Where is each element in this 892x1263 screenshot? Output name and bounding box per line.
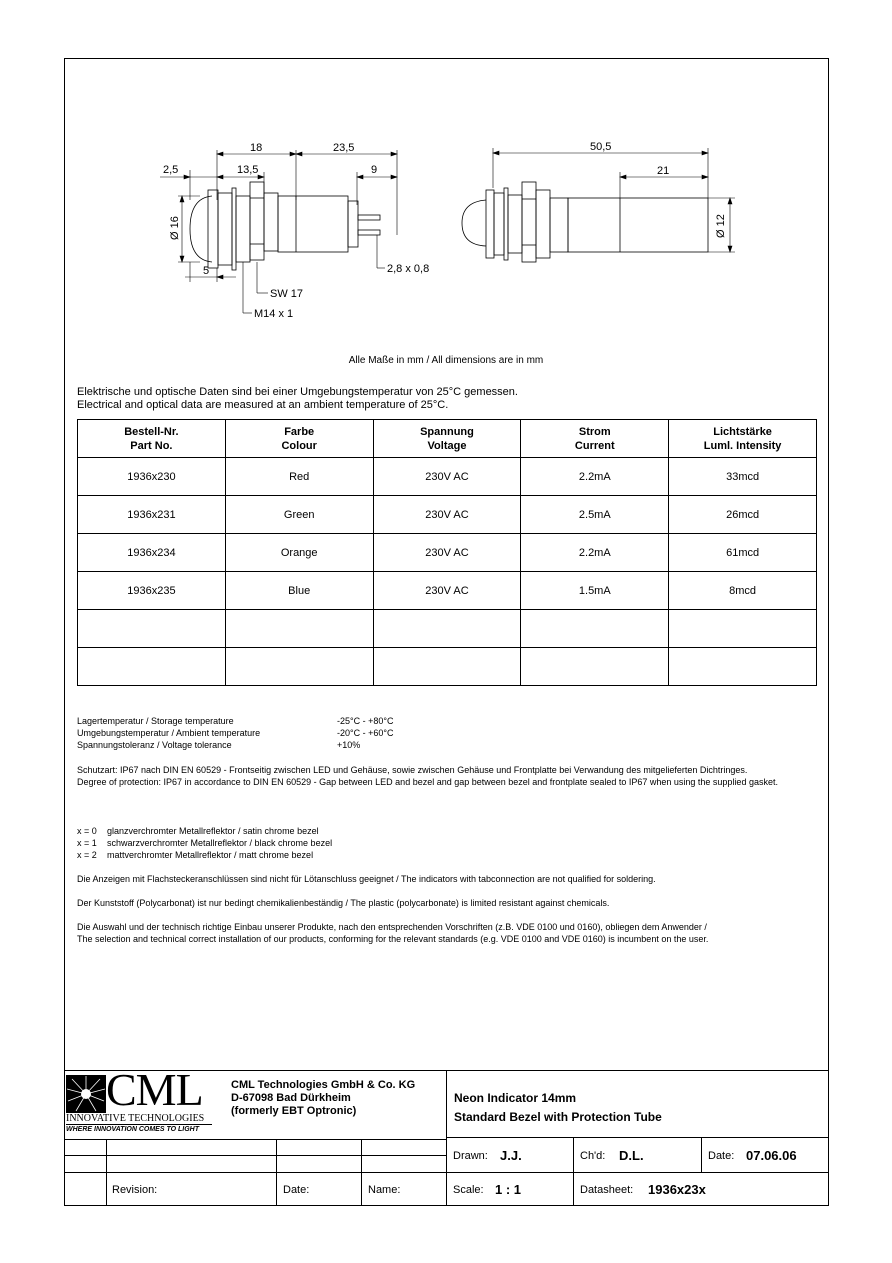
date-value: 07.06.06 — [746, 1148, 797, 1163]
datasheet-label: Datasheet: — [580, 1184, 634, 1196]
dim-18: 18 — [250, 142, 263, 154]
solder-note: Die Anzeigen mit Flachsteckeranschlüssen sind nicht für Lötanschluss geeignet / The indicators with tabconnection are not qualified for soldering. — [77, 874, 656, 884]
dim-23-5: 23,5 — [333, 142, 355, 154]
cell-voltage: 230V AC — [373, 534, 521, 572]
spec-voltage-tolerance: Spannungstoleranz / Voltage tolerance +10% — [77, 740, 361, 750]
spec-table-header — [78, 420, 817, 458]
scale-label: Scale: — [453, 1184, 484, 1196]
cell-colour: Green — [225, 496, 373, 534]
dimension-drawing — [0, 0, 892, 340]
dim-2-5: 2,5 — [163, 164, 179, 176]
reflector-options — [77, 825, 797, 861]
protection-note — [77, 764, 797, 788]
sunburst-logo-icon — [66, 1075, 106, 1113]
product-line1: Neon Indicator 14mm — [454, 1091, 577, 1105]
dim-tab: 2,8 x 0,8 — [387, 263, 430, 275]
left-view-body — [190, 182, 380, 270]
cml-logo — [66, 1064, 216, 1137]
spec-ambient-temp: Umgebungstemperatur / Ambient temperature -20°C - +60°C — [77, 728, 394, 738]
dimension-note: Alle Maße in mm / All dimensions are in mm — [348, 355, 544, 366]
header-current: Strom Current — [521, 420, 669, 458]
checked-label: Ch'd: — [580, 1150, 606, 1162]
table-row-empty — [78, 610, 817, 648]
datasheet-value: 1936x23x — [648, 1182, 706, 1197]
header-colour: Farbe Colour — [225, 420, 373, 458]
drawn-label: Drawn: — [453, 1150, 488, 1162]
header-part-no: Bestell-Nr. Part No. — [78, 420, 226, 458]
logo-subtitle: INNOVATIVE TECHNOLOGIES — [66, 1113, 205, 1124]
cell-current: 2.2mA — [521, 534, 669, 572]
measurement-intro — [77, 386, 518, 412]
dim-5: 5 — [203, 265, 210, 277]
cell-current: 2.2mA — [521, 458, 669, 496]
table-row — [78, 458, 817, 496]
right-view-dimensions — [493, 148, 735, 252]
revision-name-label: Name: — [368, 1184, 401, 1196]
reflector-option: x = 0 glanzverchromter Metallreflektor / satin chrome bezel — [77, 826, 319, 836]
table-row — [78, 572, 817, 610]
drawn-value: J.J. — [500, 1148, 522, 1163]
table-row — [78, 496, 817, 534]
dim-50-5: 50,5 — [590, 141, 612, 153]
cell-intensity: 26mcd — [669, 496, 817, 534]
dim-diameter-12: Ø 12 — [715, 214, 727, 238]
plastic-note: Der Kunststoff (Polycarbonat) ist nur bedingt chemikalienbeständig / The plastic (polycarbonate) is limited resistant against chemicals. — [77, 898, 610, 908]
table-row-empty — [78, 648, 817, 686]
cell-colour: Blue — [225, 572, 373, 610]
logo-tagline: WHERE INNOVATION COMES TO LIGHT — [66, 1126, 199, 1133]
dim-sw17: SW 17 — [270, 288, 304, 300]
cell-voltage: 230V AC — [373, 496, 521, 534]
cell-part-no: 1936x231 — [78, 496, 226, 534]
checked-value: D.L. — [619, 1148, 644, 1163]
spec-storage-temp: Lagertemperatur / Storage temperature -25°C - +80°C — [77, 716, 394, 726]
right-view-body — [462, 182, 708, 262]
cell-current: 2.5mA — [521, 496, 669, 534]
intro-en: Electrical and optical data are measured at an ambient temperature of 25°C. — [77, 399, 449, 411]
temperature-specs — [77, 715, 393, 751]
cell-intensity: 33mcd — [669, 458, 817, 496]
cell-current: 1.5mA — [521, 572, 669, 610]
logo-letters: CML — [106, 1064, 203, 1115]
cell-colour: Orange — [225, 534, 373, 572]
revision-label: Revision: — [112, 1184, 158, 1196]
product-line2: Standard Bezel with Protection Tube — [454, 1110, 662, 1124]
protection-en: Degree of protection: IP67 in accordance to DIN EN 60529 - Gap between LED and bezel and gap between bezel and frontplate sealed to IP67 when using the supplied gasket. — [77, 777, 778, 787]
revision-date-label: Date: — [283, 1184, 310, 1196]
date-label: Date: — [708, 1150, 735, 1162]
cell-voltage: 230V AC — [373, 572, 521, 610]
cell-voltage: 230V AC — [373, 458, 521, 496]
header-voltage: Spannung Voltage — [373, 420, 521, 458]
table-row — [78, 534, 817, 572]
cell-colour: Red — [225, 458, 373, 496]
company-former: (formerly EBT Optronic) — [231, 1105, 357, 1117]
cell-intensity: 8mcd — [669, 572, 817, 610]
dim-13-5: 13,5 — [237, 164, 259, 176]
reflector-option: x = 2 mattverchromter Metallreflektor / matt chrome bezel — [77, 850, 314, 860]
dim-21: 21 — [657, 165, 670, 177]
header-intensity: Lichtstärke Luml. Intensity — [669, 420, 817, 458]
intro-de: Elektrische und optische Daten sind bei einer Umgebungstemperatur von 25°C gemessen. — [77, 386, 518, 398]
company-address: D-67098 Bad Dürkheim — [231, 1092, 351, 1104]
scale-value: 1 : 1 — [495, 1182, 522, 1197]
spec-table — [77, 419, 817, 686]
company-info — [231, 1079, 415, 1118]
protection-de: Schutzart: IP67 nach DIN EN 60529 - Frontseitig zwischen LED und Gehäuse, sowie zwischen Gehäuse und Frontplatte bei Verwandung des mitgelieferten Dichtringes. — [77, 765, 748, 775]
cell-intensity: 61mcd — [669, 534, 817, 572]
dim-diameter-16: Ø 16 — [169, 216, 181, 240]
install-note: Die Auswahl und der technisch richtige Einbau unserer Produkte, nach den entsprechenden Vorschriften (z.B. VDE 0100 und 0160), obliegen dem Anwender / The selection and technical correct installation of our products, conforming for the relevant standards (e.g. VDE 0100 and VDE 0160) is incumbent on the user. — [77, 922, 709, 944]
cell-part-no: 1936x230 — [78, 458, 226, 496]
product-title — [454, 1089, 662, 1127]
dim-9: 9 — [371, 164, 378, 176]
reflector-option: x = 1 schwarzverchromter Metallreflektor / black chrome bezel — [77, 838, 333, 848]
company-name: CML Technologies GmbH & Co. KG — [231, 1079, 416, 1091]
cell-part-no: 1936x234 — [78, 534, 226, 572]
dim-thread: M14 x 1 — [254, 308, 294, 320]
cell-part-no: 1936x235 — [78, 572, 226, 610]
